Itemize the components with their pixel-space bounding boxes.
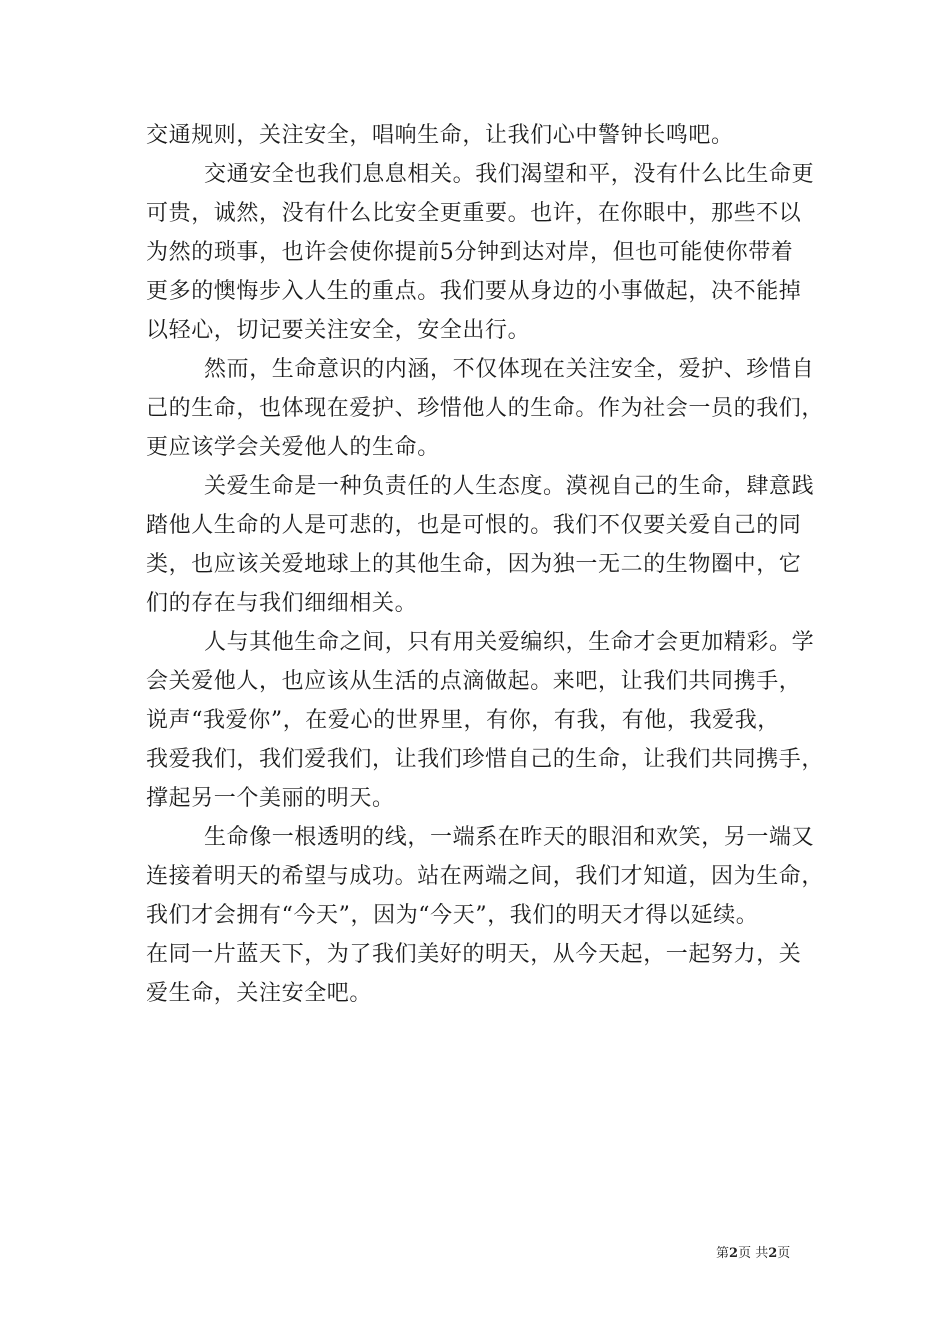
total-pages-number: 2: [768, 1246, 778, 1261]
footer-prefix: 第: [716, 1246, 730, 1261]
text-line: 连接着明天的希望与成功。站在两端之间，我们才知道，因为生命，: [146, 864, 825, 889]
paragraph-first-line: 人与其他生命之间，只有用关爱编织，生命才会更加精彩。学: [204, 630, 815, 655]
text-line: 可贵，诚然，没有什么比安全更重要。也许，在你眼中，那些不以: [146, 201, 802, 226]
text-line: 己的生命，也体现在爱护、珍惜他人的生命。作为社会一员的我们，: [146, 396, 825, 421]
text-line: 踏他人生命的人是可悲的，也是可恨的。我们不仅要关爱自己的同: [146, 513, 802, 538]
page-number-footer: [716, 1246, 790, 1262]
text-line: 会关爱他人，也应该从生活的点滴做起。来吧，让我们共同携手，: [146, 669, 802, 694]
text-line: 更多的懊悔步入人生的重点。我们要从身边的小事做起，决不能掉: [146, 279, 802, 304]
paragraph-first-line: 关爱生命是一种负责任的人生态度。漠视自己的生命，肆意践: [204, 474, 815, 499]
paragraph-first-line: 然而，生命意识的内涵，不仅体现在关注安全，爱护、珍惜自: [204, 357, 815, 382]
text-line: 以轻心，切记要关注安全，安全出行。: [146, 318, 531, 343]
paragraph-first-line: 交通安全也我们息息相关。我们渴望和平，没有什么比生命更: [204, 162, 815, 187]
text-line: 撑起另一个美丽的明天。: [146, 786, 395, 811]
text-line: 说声“我爱你”，在爱心的世界里，有你，有我，有他，我爱我，: [146, 708, 780, 733]
text-line: 我爱我们，我们爱我们，让我们珍惜自己的生命，让我们共同携手，: [146, 747, 825, 772]
text-line: 类，也应该关爱地球上的其他生命，因为独一无二的生物圈中，它: [146, 552, 802, 577]
text-line: 在同一片蓝天下，为了我们美好的明天，从今天起，一起努力，关: [146, 942, 802, 967]
text-line: 更应该学会关爱他人的生命。: [146, 435, 440, 460]
text-line: 为然的琐事，也许会使你提前5分钟到达对岸，但也可能使你带着: [146, 240, 794, 265]
text-line: 爱生命，关注安全吧。: [146, 981, 373, 1006]
text-line: 们的存在与我们细细相关。: [146, 591, 418, 616]
document-body: [146, 116, 826, 1013]
footer-suffix: 页: [777, 1246, 791, 1261]
footer-middle: 页 共: [738, 1246, 769, 1261]
text-line: 交通规则，关注安全，唱响生命，让我们心中警钟长鸣吧。: [146, 123, 734, 148]
paragraph-first-line: 生命像一根透明的线，一端系在昨天的眼泪和欢笑，另一端又: [204, 825, 815, 850]
current-page-number: 2: [729, 1246, 739, 1261]
text-line: 我们才会拥有“今天”，因为“今天”，我们的明天才得以延续。: [146, 903, 759, 928]
